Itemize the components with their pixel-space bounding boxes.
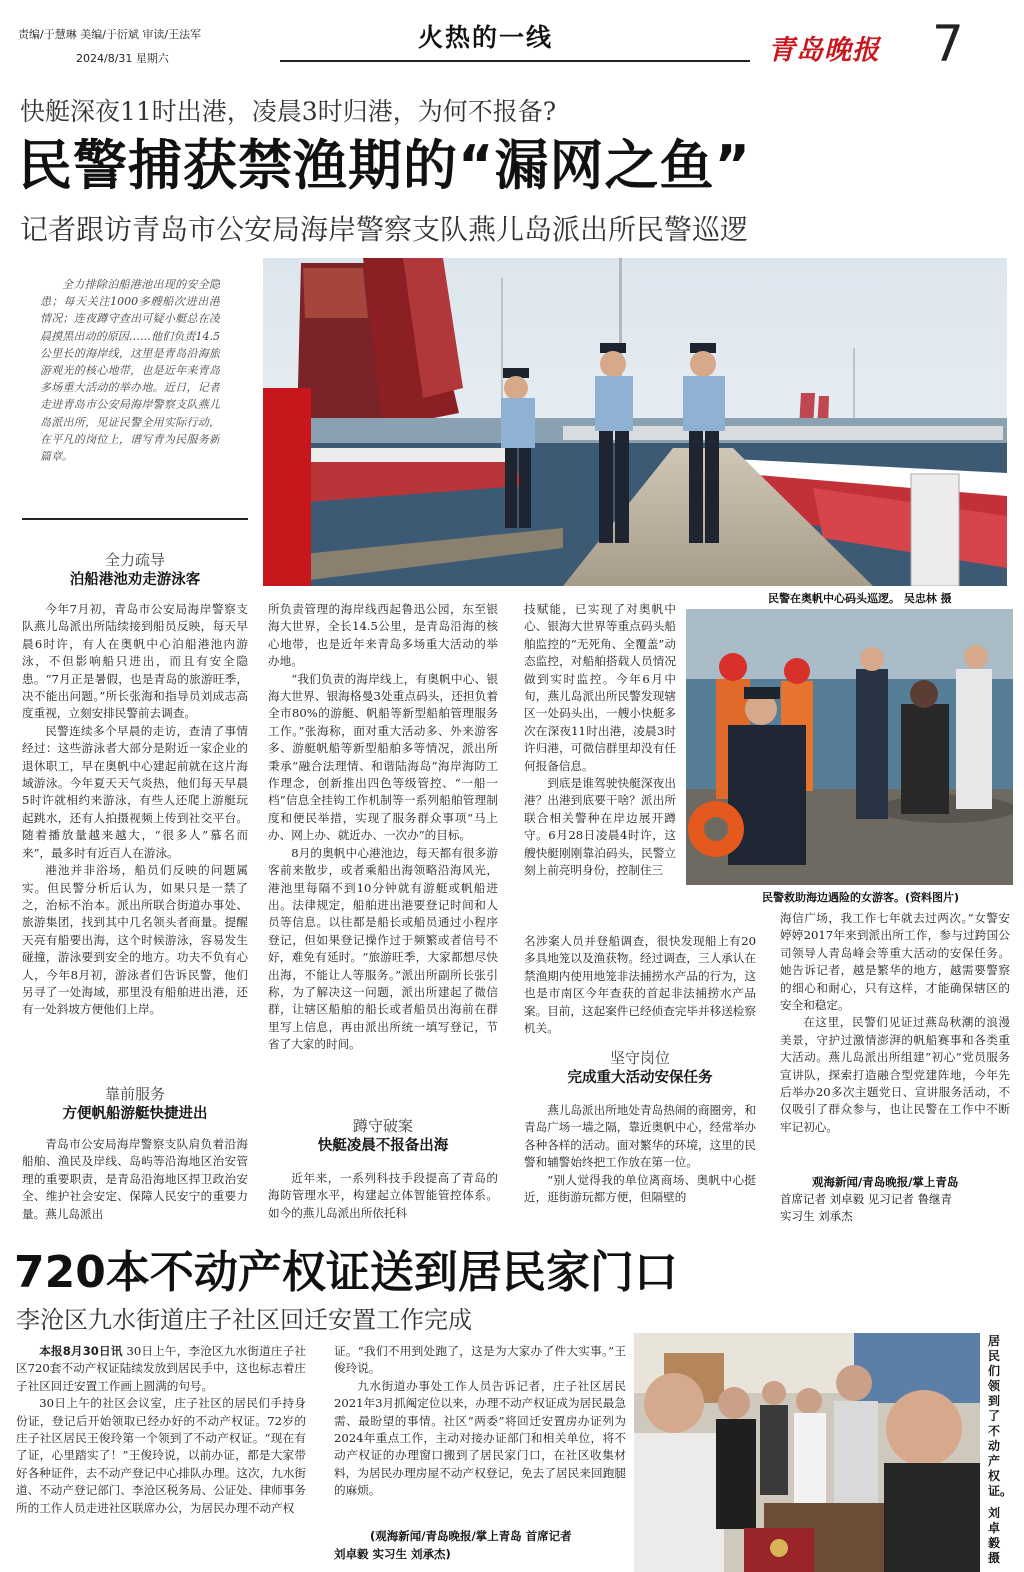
story1-byline-intern: 实习生 刘承杰 xyxy=(780,1209,853,1223)
story1-column-1b xyxy=(22,1136,248,1224)
issue-date: 2024/8/31 星期六 xyxy=(76,52,169,65)
certificate-handover-illustration xyxy=(634,1333,980,1572)
intro-text: 全力排除泊船港池出现的安全隐患；每天关注1000多艘船次进出港情况；连夜蹲守查出可疑小艇总在凌晨摸黑出动的原因……他们负责14.5公里长的海岸线，这里是青岛沿海旅游观光的核心地带，也是近年来青岛多场重大活动的举办地。近日，记者走进青岛市公安局海岸警察支队燕儿岛派出所，见证民警全用实际行动，在平凡的岗位上，谱写青为民服务新篇章。 xyxy=(40,278,220,464)
story1-column-2 xyxy=(268,601,498,1105)
col1-paragraph-2: 民警连续多个早晨的走访，查清了事情经过：这些游泳者大部分是附近一家企业的退休职工，早在奥帆中心建起前就在这片海域游泳。今年夏天天气炎热，他们每天早晨5时许就相约来游泳，有些人还爬上游艇玩起跳水，还有人拍摄视频上传到社交平台。随着播放量越来越大，“很多人”慕名而来”，最多时有近百人在游泳。 xyxy=(22,723,248,860)
page-number: 7 xyxy=(932,15,964,73)
story2-photo-credit: 刘卓毅 摄 xyxy=(988,1506,1001,1565)
photo-beach-rescue xyxy=(686,609,1013,885)
col4-paragraph-1: 海信广场，我工作七年就去过两次。”女警安婷婷2017年来到派出所工作，参与过跨国公司领导人青岛峰会等重大活动的安保任务。她告诉记者，越是繁华的地方，越需要警察的细心和耐心，只有这样，才能确保辖区的安全和稳定。 xyxy=(780,911,1010,1013)
story2-col1-paragraph-2: 30日上午的社区会议室，庄子社区的居民们手持身份证，登记后开始领取已经办好的不动产权证。72岁的庄子社区居民王俊玲第一个领到了不动产权证。“现在有了证，心里踏实了！”王俊玲说，以前办证，都是大家带好各种证件，去不动产登记中心排队办理。这次，九水街道、不动产登记部门、李沧区税务局、公证处、律师事务所的工作人员走进社区联席办公，为居民办理不动产权 xyxy=(16,1396,306,1515)
story1-column-2b xyxy=(268,1170,498,1224)
col2-paragraph-2: “我们负责的海岸线上，有奥帆中心、银海大世界、银海格曼3处重点码头，还担负着全市80%的游艇、帆船等新型船舶管理服务工作。”张海称，面对重大活动多、外来游客多、游艇帆船等新型船舶多等情况，派出所秉承“融合法理情、和谐陆海岛”海岸海防工作理念，创新推出四色等级管控、“一船一档”信息全挂钩工作机制等一系列船舶管理制度和便民举措，实现了服务群众事项“马上办、网上办、就近办、一次办”的目标。 xyxy=(268,671,498,843)
paper-logo: 青岛晚报 xyxy=(768,35,880,66)
col2-paragraph-1: 所负责管理的海岸线西起鲁迅公园，东至银海大世界，全长14.5公里，是青岛沿海的核心地带，也是近年来青岛多场重大活动的举办地。 xyxy=(268,602,498,669)
section-1-title-a: 全力疏导 xyxy=(104,551,165,569)
story1-column-1 xyxy=(22,601,248,1072)
story1-kicker: 快艇深夜11时出港，凌晨3时归港，为何不报备? xyxy=(20,97,557,126)
section-3-title-a: 蹲守破案 xyxy=(352,1117,413,1135)
story1-column-3-mid xyxy=(524,933,756,1037)
story1-column-3-bottom xyxy=(524,1102,756,1224)
section-heading-3 xyxy=(268,1110,498,1162)
col4-paragraph-2: 在这里，民警们见证过燕岛秋潮的浪漫美景，守护过激情澎湃的帆船赛事和各类重大活动。燕儿岛派出所组建“初心”党员服务宣讲队，探索打造融合型党建阵地，今年先后举办20多次主题党日、宣讲服务活动，不仅吸引了群众参与，也让民警在工作中不断牢记初心。 xyxy=(780,1015,1010,1134)
intro-rule xyxy=(22,518,248,520)
editors-credit: 责编/于慧琳 美编/于衍斌 审读/王法军 xyxy=(18,28,202,41)
story2-column-1 xyxy=(16,1343,306,1565)
section-title: 火热的一线 xyxy=(418,23,554,52)
story1-headline: 民警捕获禁渔期的“漏网之鱼” xyxy=(18,134,751,197)
story2-col1-paragraph-1: 30日上午，李沧区九水街道庄子社区720套不动产权证陆续发放到居民手中，这也标志着庄子社区回迁安置工作画上圆满的句号。 xyxy=(16,1344,306,1393)
story1-column-3-top xyxy=(524,601,676,933)
story2-byline-outlet: (观海新闻/青岛晚报/掌上青岛 首席记者 xyxy=(370,1529,572,1543)
col3-paragraph-3: 名涉案人员并登船调查，很快发现船上有20多具地笼以及渔获物。经过调查，三人承认在禁渔期内使用地笼非法捕捞水产品的行为，这也是市南区今年查获的首起非法捕捞水产品案。目前，这起案件已经侦查完毕并移送检察机关。 xyxy=(524,934,756,1036)
section-3-title-b: 快艇凌晨不报备出海 xyxy=(317,1138,449,1154)
photo-certificate-handover xyxy=(634,1333,980,1572)
story1-column-4 xyxy=(780,910,1010,1172)
photo2-caption: 民警救助海边遇险的女游客。(资料图片) xyxy=(762,891,960,904)
photo1-caption: 民警在奥帆中心码头巡逻。 吴忠林 摄 xyxy=(768,592,952,605)
story2-column-2 xyxy=(334,1343,626,1527)
section-4-title-b: 完成重大活动安保任务 xyxy=(567,1070,713,1086)
section-4-title-a: 坚守岗位 xyxy=(609,1049,670,1067)
beach-rescue-illustration xyxy=(686,609,1013,885)
section-2-title-a: 靠前服务 xyxy=(104,1085,165,1103)
story2-lead-tag: 本报8月30日讯 xyxy=(39,1344,123,1358)
story2-headline: 720本不动产权证送到居民家门口 xyxy=(14,1247,678,1298)
col3-paragraph-2: 到底是谁驾驶快艇深夜出港？出港到底要干啥？派出所联合相关警种在岸边展开蹲守。6月28日凌晨4时许，这艘快艇刚刚靠泊码头，民警立刻上前亮明身份，控制住三 xyxy=(524,776,676,878)
story2-byline-reporters: 刘卓毅 实习生 刘承杰) xyxy=(334,1547,451,1561)
section-heading-2 xyxy=(22,1078,248,1130)
story2-col2-paragraph-1: 证。“我们不用到处跑了，这是为大家办了件大实事。”王俊玲说。 xyxy=(334,1344,626,1376)
photo-marina-patrol xyxy=(263,258,1007,586)
col3-paragraph-1: 技赋能，已实现了对奥帆中心、银海大世界等重点码头船舶监控的“无死角、全覆盖”动态监控，对船舶搭载人员情况做到实时监控。今年6月中旬，燕儿岛派出所民警发现辖区一处码头出，一艘小快艇多次在深夜11时出港，凌晨3时许归港，可微信群里却没有任何报备信息。 xyxy=(524,602,676,773)
col3-paragraph-5: “别人觉得我的单位离商场、奥帆中心挺近，逛街游玩都方便，但隔壁的 xyxy=(524,1172,756,1205)
col1-paragraph-1: 今年7月初，青岛市公安局海岸警察支队燕儿岛派出所陆续接到船员反映，每天早晨6时许，有人在奥帆中心泊船港池内游泳，不但影响船只进出，而且有安全隐患。“7月正是暑假，也是青岛的旅游旺季，决不能出问题。”所长张海和指导员刘成志高度重视，立刻安排民警前去调查。 xyxy=(22,602,248,721)
col3-paragraph-4: 燕儿岛派出所地处青岛热闹的商圈旁，和青岛广场一墙之隔，靠近奥帆中心，经常举办各种各样的活动。面对繁华的环境，这里的民警和辅警始终把工作放在第一位。 xyxy=(524,1103,756,1170)
marina-patrol-illustration xyxy=(263,258,1007,586)
story1-subhead: 记者跟访青岛市公安局海岸警察支队燕儿岛派出所民警巡逻 xyxy=(20,213,749,246)
story1-byline-outlet: 观海新闻/青岛晚报/掌上青岛 xyxy=(812,1175,959,1189)
col1-paragraph-4: 青岛市公安局海岸警察支队肩负着沿海船舶、渔民及岸线、岛屿等沿海地区治安管理的重要职责，是青岛沿海地区捍卫政治安全、维护社会安定、保障人民安宁的重要力量。燕儿岛派出 xyxy=(22,1137,248,1221)
col2-paragraph-4: 近年来，一系列科技手段提高了青岛的海防管理水平，构建起立体智能管控体系。如今的燕儿岛派出所依托科 xyxy=(268,1171,498,1220)
section-1-title-b: 泊船港池劝走游泳客 xyxy=(69,572,201,588)
section-2-title-b: 方便帆船游艇快捷进出 xyxy=(62,1106,208,1122)
story1-byline-reporters: 首席记者 刘卓毅 见习记者 鲁继青 xyxy=(780,1192,952,1206)
col2-paragraph-3: 8月的奥帆中心港池边，每天都有很多游客前来散步，或者乘船出海领略沿海风光，港池里每隔不到10分钟就有游艇或帆船进出。法律规定，船舶进出港要登记时间和人员等信息。以往都是船长或船员通过小程序登记，但如果登记操作过于频繁或者信号不好，难免有延时。“旅游旺季，大家都想尽快出海，不能让人等服务。”派出所副所长张引称，为了解决这一问题，派出所建起了微信群，让辖区船舶的船长或者船员出海前在群里写上信息，再由派出所统一填写登记，节省了大家的时间。 xyxy=(268,845,498,1052)
story1-intro xyxy=(40,276,220,508)
story2-col2-paragraph-2: 九水街道办事处工作人员告诉记者，庄子社区居民2021年3月抓阄定位以来，办理不动产权证成为居民最急需、最盼望的事情。社区“两委”将回迁安置房办证列为2024年重点工作，主动对接办证部门和相关单位，将不动产权证的办理窗口搬到了居民家门口，在社区收集材料，为居民办理房屋不动产权登记，免去了居民来回跑腿的麻烦。 xyxy=(334,1378,626,1498)
col1-paragraph-3: 港池并非浴场，船员们反映的问题属实。但民警分析后认为，如果只是一禁了之，治标不治本。派出所联合街道办事处、旅游集团，找到其中几名领头者商量。提醒天亮有船要出海，这个时候游泳，容易发生碰撞，游泳要到安全的地方。功夫不负有心人，今年8月初，游泳者们告诉民警，他们另寻了一处海域，那里没有船舶进出港，还有一处斜坡方便他们上岸。 xyxy=(22,863,248,1017)
story2-photo-caption: 居民们领到了不动产权证。 xyxy=(988,1334,1013,1498)
section-heading-1 xyxy=(22,544,248,596)
header-rule xyxy=(280,60,750,62)
section-heading-4 xyxy=(524,1042,756,1094)
story2-subhead: 李沧区九水街道庄子社区回迁安置工作完成 xyxy=(16,1306,472,1334)
